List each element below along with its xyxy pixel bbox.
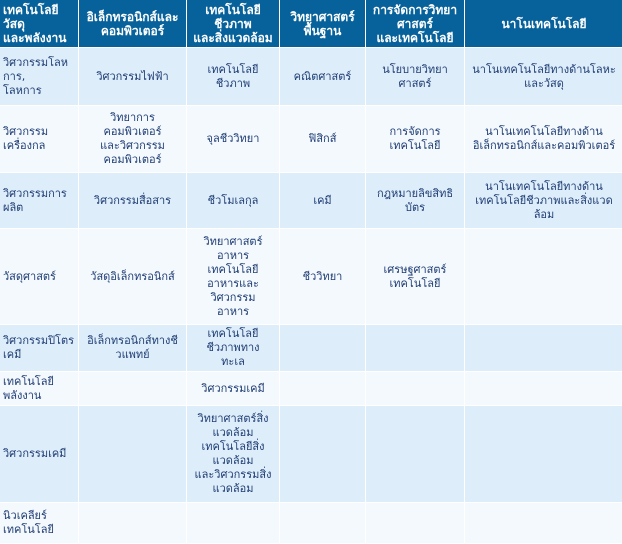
header-line: อิเล็กทรอนิกส์และ bbox=[86, 9, 179, 24]
table-row bbox=[0, 229, 622, 324]
header-line: และเทคโนโลยี bbox=[376, 30, 454, 45]
cell-line: นาโนเทคโนโลยีทางด้าน bbox=[485, 125, 603, 138]
table-cell bbox=[0, 406, 78, 502]
table-cell bbox=[79, 173, 186, 228]
table-cell bbox=[280, 229, 365, 324]
cell-line: การ, bbox=[3, 69, 26, 83]
table-cell bbox=[0, 229, 78, 324]
header-line: เทคโนโลยีวัสดุ bbox=[3, 2, 59, 31]
cell-line: ชีวภาพทาง bbox=[206, 341, 260, 354]
header-science-tech-management bbox=[366, 0, 464, 47]
table-cell bbox=[366, 325, 464, 371]
cell-line: ชีวภาพ bbox=[215, 76, 251, 90]
cell-line: ล้อม bbox=[533, 207, 555, 221]
table-cell bbox=[79, 406, 186, 502]
table-cell bbox=[0, 106, 78, 172]
table-cell bbox=[0, 173, 78, 228]
cell-line: วิทยาศาสตร์ bbox=[203, 234, 263, 248]
cell-line: วิศวกรรมเคมี bbox=[3, 447, 67, 460]
cell-line: เทคโนโลยี bbox=[207, 327, 259, 340]
cell-line: กฎหมายลิขสิทธิบัตร bbox=[376, 186, 454, 214]
table-cell bbox=[280, 372, 365, 405]
table-row bbox=[0, 503, 622, 543]
table-cell bbox=[465, 406, 622, 502]
cell-line: เทคโนโลยีสิ่ง bbox=[201, 440, 265, 453]
table-cell bbox=[187, 48, 279, 105]
table-cell bbox=[187, 406, 279, 502]
table-cell bbox=[79, 503, 186, 543]
cell-line: เทคโนโลยีชีวภาพและสิ่งแวด bbox=[475, 193, 613, 207]
cell-line: คณิตศาสตร์ bbox=[293, 69, 352, 83]
cell-line: วัสดุอิเล็กทรอนิกส์ bbox=[90, 269, 175, 283]
table-cell bbox=[280, 503, 365, 543]
header-row bbox=[0, 0, 622, 47]
cell-line: วิศวกรรมโลห bbox=[3, 55, 68, 69]
cell-line: และวัสดุ bbox=[524, 76, 564, 90]
cell-line: เทคโนโลยี bbox=[3, 523, 54, 536]
table-cell bbox=[465, 372, 622, 405]
cell-line: แวดล้อม bbox=[212, 426, 254, 439]
header-line: ศาสตร์ bbox=[397, 16, 433, 31]
cell-line: เทคโนโลยี bbox=[207, 262, 259, 276]
table-body bbox=[0, 48, 622, 543]
cell-line: วิศวกรรม bbox=[210, 290, 256, 304]
cell-line: วัสดุศาสตร์ bbox=[3, 269, 56, 283]
table-row bbox=[0, 372, 622, 405]
cell-line: วิทยาศาสตร์สิ่ง bbox=[197, 412, 269, 425]
table-cell bbox=[465, 503, 622, 543]
table-cell bbox=[187, 106, 279, 172]
cell-line: อาหาร bbox=[216, 248, 250, 262]
cell-line: นโยบายวิทยา bbox=[382, 62, 448, 76]
cell-line: คอมพิวเตอร์ bbox=[103, 125, 162, 138]
cell-line: เทคโนโลยี bbox=[3, 374, 54, 388]
cell-line: คอมพิวเตอร์ bbox=[103, 153, 162, 166]
table-cell bbox=[366, 48, 464, 105]
table-cell bbox=[366, 503, 464, 543]
cell-line: การจัดการ bbox=[389, 125, 441, 138]
table-cell bbox=[280, 406, 365, 502]
table-cell bbox=[366, 406, 464, 502]
header-line: คอมพิวเตอร์ bbox=[100, 23, 165, 38]
cell-line: อาหาร bbox=[216, 304, 250, 318]
table-cell bbox=[280, 325, 365, 371]
cell-line: วิศวกรรมสื่อสาร bbox=[93, 193, 172, 207]
cell-line: อิเล็กทรอนิกส์และคอมพิวเตอร์ bbox=[472, 139, 616, 152]
table-cell bbox=[79, 48, 186, 105]
table-cell bbox=[366, 229, 464, 324]
cell-line: แวดล้อม bbox=[212, 482, 254, 495]
table-cell bbox=[79, 372, 186, 405]
cell-line: จุลชีววิทยา bbox=[206, 132, 260, 145]
cell-line: นาโนเทคโนโลยีทางด้านโลหะ bbox=[472, 62, 616, 76]
table-cell bbox=[187, 229, 279, 324]
table-cell bbox=[0, 503, 78, 543]
cell-line: ผลิต bbox=[3, 200, 24, 214]
header-line: วิทยาศาสตร์ bbox=[290, 9, 355, 24]
header-line: พื้นฐาน bbox=[303, 23, 342, 38]
cell-line: อิเล็กทรอนิกส์ทางชี bbox=[87, 334, 178, 347]
table-cell bbox=[465, 173, 622, 228]
table-cell bbox=[465, 48, 622, 105]
cell-line: ศาสตร์ bbox=[398, 76, 432, 90]
table-cell bbox=[79, 325, 186, 371]
table-cell bbox=[79, 106, 186, 172]
header-materials-energy bbox=[0, 0, 78, 47]
cell-line: เครื่องกล bbox=[3, 139, 46, 152]
table-row bbox=[0, 48, 622, 105]
cell-line: เคมี bbox=[313, 193, 332, 207]
table-cell bbox=[465, 106, 622, 172]
cell-line: นาโนเทคโนโลยีทางด้าน bbox=[485, 179, 603, 193]
table-cell bbox=[366, 173, 464, 228]
header-line: การจัดการวิทยา bbox=[372, 2, 458, 17]
cell-line: เทคโนโลยี bbox=[207, 62, 259, 76]
cell-line: อาหารและ bbox=[207, 276, 259, 290]
cell-line: เคมี bbox=[3, 348, 22, 361]
cell-line: วิศวกรรมปิโตร bbox=[3, 334, 75, 347]
header-line: และพลังงาน bbox=[3, 30, 67, 45]
header-line: ชีวภาพ bbox=[214, 16, 252, 31]
table-row bbox=[0, 406, 622, 502]
cell-line: โลหการ bbox=[3, 83, 42, 97]
cell-line: เทคโนโลยี bbox=[389, 139, 441, 152]
cell-line: นิวเคลียร์ bbox=[3, 509, 47, 522]
cell-line: แวดล้อม bbox=[212, 454, 254, 467]
header-basic-science bbox=[280, 0, 365, 47]
table-cell bbox=[79, 229, 186, 324]
header-line: นาโนเทคโนโลยี bbox=[501, 16, 587, 31]
cell-line: ทะเล bbox=[221, 355, 245, 368]
table-cell bbox=[187, 372, 279, 405]
cell-line: และวิศวกรรมสิ่ง bbox=[194, 468, 272, 481]
table-cell bbox=[0, 372, 78, 405]
header-nanotechnology bbox=[465, 0, 622, 47]
table-row bbox=[0, 325, 622, 371]
cell-line: วแพทย์ bbox=[115, 348, 150, 361]
cell-line: ชีวโมเลกุล bbox=[207, 193, 259, 207]
cell-line: วิทยาการ bbox=[110, 111, 155, 124]
header-line: และสิ่งแวดล้อม bbox=[193, 30, 273, 45]
header-line: เทคโนโลยี bbox=[205, 2, 261, 17]
table-cell bbox=[280, 48, 365, 105]
table-cell bbox=[280, 173, 365, 228]
table-row bbox=[0, 173, 622, 228]
table-cell bbox=[187, 503, 279, 543]
table-cell bbox=[0, 48, 78, 105]
header-electronics-computer bbox=[79, 0, 186, 47]
table-cell bbox=[0, 325, 78, 371]
table-cell bbox=[366, 106, 464, 172]
table-cell bbox=[465, 229, 622, 324]
table-cell bbox=[366, 372, 464, 405]
table-row bbox=[0, 106, 622, 172]
cell-line: พลังงาน bbox=[3, 388, 42, 402]
header-biotech-environment bbox=[187, 0, 279, 47]
cell-line: วิศวกรรมไฟฟ้า bbox=[96, 69, 169, 83]
cell-line: วิศวกรรมเคมี bbox=[201, 381, 265, 395]
cell-line: เศรษฐศาสตร์ bbox=[383, 262, 447, 276]
cell-line: ชีววิทยา bbox=[302, 269, 343, 283]
cell-line: และวิศวกรรม bbox=[100, 139, 165, 152]
table-cell bbox=[187, 173, 279, 228]
table-cell bbox=[465, 325, 622, 371]
cell-line: วิศวกรรมการ bbox=[3, 186, 67, 200]
table-cell bbox=[280, 106, 365, 172]
table-cell bbox=[187, 325, 279, 371]
cell-line: ฟิสิกส์ bbox=[308, 132, 337, 145]
cell-line: วิศวกรรม bbox=[3, 125, 49, 138]
cell-line: เทคโนโลยี bbox=[389, 276, 441, 290]
